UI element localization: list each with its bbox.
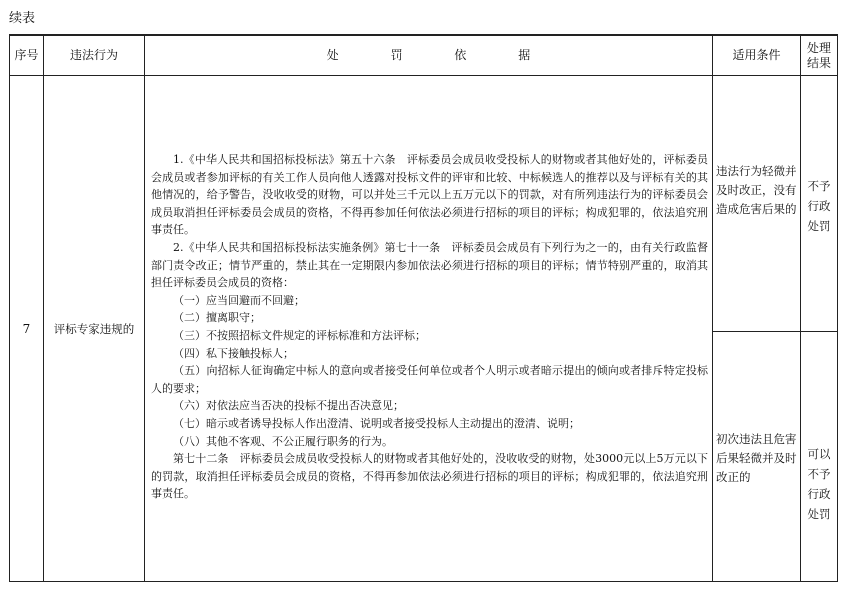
basis-item-5: （五）向招标人征询确定中标人的意向或者接受任何单位或者个人明示或者暗示提出的倾向或者排斥特定投标人的要求； (151, 364, 708, 395)
row-seq: 7 (10, 76, 44, 582)
result-1-line: 行政 (807, 199, 831, 213)
penalty-table (9, 34, 838, 582)
header-basis: 处 罚 依 据 (145, 35, 713, 76)
header-cond: 适用条件 (713, 35, 801, 76)
result-2-line: 不予 (807, 467, 831, 481)
result-2 (801, 332, 838, 582)
result-1-line: 不予 (807, 179, 831, 193)
header-seq: 序号 (10, 35, 44, 76)
header-result-line2: 结果 (806, 55, 831, 70)
basis-item-6: （六）对依法应当否决的投标不提出否决意见； (173, 399, 404, 413)
table-row (10, 76, 838, 332)
continued-table-caption: 续表 (9, 11, 36, 26)
basis-item-3: （三）不按照招标文件规定的评标标准和方法评标； (173, 328, 426, 342)
basis-item-8: （八）其他不客观、不公正履行职务的行为。 (173, 434, 393, 448)
basis-item-1: （一）应当回避而不回避； (173, 293, 305, 307)
header-result-line1: 处理 (806, 40, 831, 55)
result-2-line: 处罚 (807, 507, 831, 521)
basis-item-4: （四）私下接触投标人； (173, 346, 294, 360)
result-2-line: 可以 (807, 447, 831, 461)
condition-2: 初次违法且危害后果轻微并及时改正的 (713, 332, 801, 582)
result-1 (801, 76, 838, 332)
basis-para-2: 2.《中华人民共和国招标投标法实施条例》第七十一条 评标委员会成员有下列行为之一的，由有关行政监督部门责令改正；情节严重的，禁止其在一定期限内参加依法必须进行招标的项目的评标；情节特别严重的，取消其担任评标委员会成员的资格： (151, 240, 708, 290)
table-header-row (10, 35, 838, 76)
penalty-basis (145, 76, 713, 582)
result-2-line: 行政 (807, 487, 831, 501)
basis-item-7: （七）暗示或者诱导投标人作出澄清、说明或者接受投标人主动提出的澄清、说明； (173, 416, 580, 430)
basis-item-2: （二）擅离职守； (173, 311, 261, 325)
header-result (801, 35, 838, 76)
result-1-line: 处罚 (807, 219, 831, 233)
basis-para-1: 1.《中华人民共和国招标投标法》第五十六条 评标委员会成员收受投标人的财物或者其他好处的，评标委员会成员或者参加评标的有关工作人员向他人透露对投标文件的评审和比较、中标候选人的推荐以及与评标有关的其他情况的，给予警告，没收收受的财物，可以并处三千元以上五万元以下的罚款，对有所列违法行为的评标委员会成员取消担任评标委员会成员的资格，不得再参加任何依法必须进行招标的项目的评标；构成犯罪的，依法追究刑事责任。 (151, 153, 708, 237)
row-act: 评标专家违规的 (44, 76, 145, 582)
condition-1: 违法行为轻微并及时改正，没有造成危害后果的 (713, 76, 801, 332)
basis-para-3: 第七十二条 评标委员会成员收受投标人的财物或者其他好处的，没收收受的财物，处3000元以上5万元以下的罚款，取消担任评标委员会成员的资格，不得再参加依法必须进行招标的项目的评标；构成犯罪的，依法追究刑事责任。 (151, 452, 708, 501)
header-act: 违法行为 (44, 35, 145, 76)
